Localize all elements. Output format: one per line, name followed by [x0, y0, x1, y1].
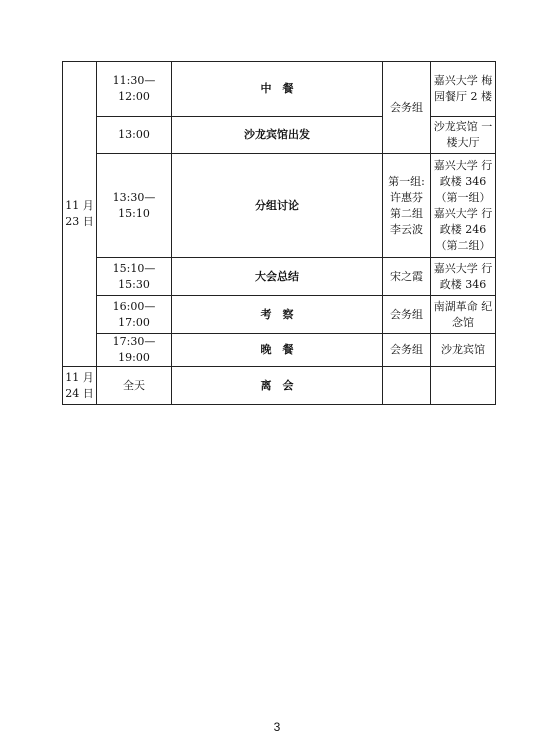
host-cell: 会务组: [383, 62, 431, 154]
host-cell: 会务组: [383, 296, 431, 334]
location-cell: 南湖革命 纪念馆: [431, 296, 496, 334]
event-cell: 中 餐: [172, 62, 383, 117]
date-cell: [63, 62, 97, 367]
table-row: [63, 296, 496, 334]
location-cell: 沙龙宾馆: [431, 334, 496, 367]
event-cell: 考 察: [172, 296, 383, 334]
time-cell: 15:10—15:30: [97, 258, 172, 296]
host-cell: [383, 367, 431, 405]
table-row: [63, 258, 496, 296]
location-cell: [431, 367, 496, 405]
event-cell: 沙龙宾馆出发: [172, 117, 383, 154]
event-cell: 离 会: [172, 367, 383, 405]
table-row: [63, 117, 496, 154]
page-number: 3: [273, 720, 281, 734]
host-cell: 会务组: [383, 334, 431, 367]
time-cell: 13:30—15:10: [97, 154, 172, 258]
location-cell: 沙龙宾馆 一楼大厅: [431, 117, 496, 154]
schedule-table: [62, 61, 496, 405]
time-cell: 17:30—19:00: [97, 334, 172, 367]
table-row: [63, 334, 496, 367]
location-cell: 嘉兴大学 梅园餐厅 2 楼: [431, 62, 496, 117]
date-label: 11 月 23 日: [65, 199, 94, 228]
event-cell: 大会总结: [172, 258, 383, 296]
time-cell: 11:30—12:00: [97, 62, 172, 117]
event-cell: 晚 餐: [172, 334, 383, 367]
table-row: [63, 367, 496, 405]
table-row: [63, 62, 496, 117]
date-label: 11 月 24 日: [65, 370, 94, 400]
event-cell: 分组讨论: [172, 154, 383, 258]
location-cell: 嘉兴大学 行政楼 346: [431, 258, 496, 296]
time-cell: 全天: [97, 367, 172, 405]
time-cell: 16:00—17:00: [97, 296, 172, 334]
date-cell: [63, 367, 97, 405]
host-cell: 宋之霞: [383, 258, 431, 296]
time-cell: 13:00: [97, 117, 172, 154]
table-row: [63, 154, 496, 258]
host-cell: 第一组: 许惠芬 第二组 李云波: [383, 154, 431, 258]
location-cell: 嘉兴大学 行政楼 346 （第一组） 嘉兴大学 行政楼 246 （第二组）: [431, 154, 496, 258]
